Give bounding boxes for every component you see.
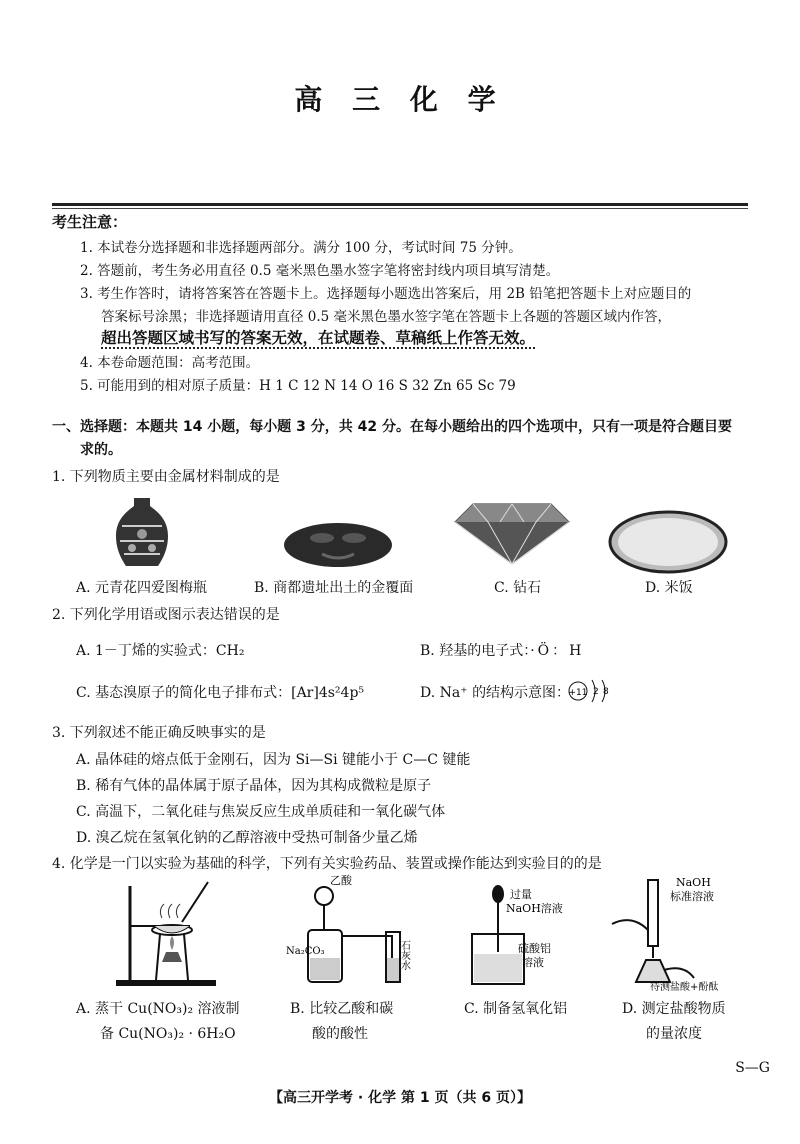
shell-electrons-1: 2	[593, 687, 599, 697]
paper-code: S—G	[735, 1060, 770, 1076]
nucleus-charge: +11	[568, 688, 588, 698]
q3-option-a: A. 晶体硅的熔点低于金刚石，因为 Si—Si 键能小于 C—C 键能	[76, 752, 471, 768]
aluminum-hydroxide-apparatus	[462, 878, 572, 988]
section-heading: 一、选择题：本题共 14 小题，每小题 3 分，共 42 分。在每小题给出的四个选项中，只有一项是符合题目要	[52, 419, 732, 435]
question-stem: 3. 下列叙述不能正确反映事实的是	[52, 725, 266, 741]
q3-option-d: D. 溴乙烷在氢氧化钠的乙醇溶液中受热可制备少量乙烯	[76, 830, 418, 846]
q1-option-d: D. 米饭	[645, 580, 693, 596]
atom-structure-diagram	[568, 678, 618, 704]
label-al-sulfate: 硫酸铝	[518, 942, 551, 955]
shell-electrons-2: 8	[603, 687, 609, 697]
q4-option-d-cont: 的量浓度	[646, 1026, 702, 1042]
page-title: 高 三 化 学	[294, 83, 506, 116]
q4-option-b-cont: 酸的酸性	[312, 1026, 368, 1042]
rice-image	[608, 510, 728, 574]
diamond-image	[453, 500, 571, 566]
label-excess: 过量	[510, 888, 532, 901]
page-footer: 【高三开学考 · 化学 第 1 页（共 6 页）】	[269, 1090, 531, 1106]
q4-option-a: A. 蒸干 Cu(NO₃)₂ 溶液制	[76, 1001, 240, 1017]
notice-item: 4. 本卷命题范围：高考范围。	[80, 355, 260, 371]
electron-formula: ·Ö：H	[530, 643, 585, 659]
notice-heading: 考生注意：	[52, 213, 128, 231]
q4-option-d: D. 测定盐酸物质	[622, 1001, 726, 1017]
q4-option-c: C. 制备氢氧化铝	[464, 1001, 568, 1017]
label-acetic: 乙酸	[330, 874, 352, 887]
q1-option-b: B. 商都遗址出土的金覆面	[254, 580, 414, 596]
question-stem: 4. 化学是一门以实验为基础的科学，下列有关实验药品、装置或操作能达到实验目的的是	[52, 856, 602, 872]
q4-option-b: B. 比较乙酸和碳	[290, 1001, 394, 1017]
notice-item: 1. 本试卷分选择题和非选择题两部分。满分 100 分，考试时间 75 分钟。	[80, 240, 522, 256]
q3-option-b: B. 稀有气体的晶体属于原子晶体，因为其构成微粒是原子	[76, 778, 432, 794]
label-al-sulfate-2: 溶液	[522, 956, 544, 969]
label-naoh-std-2: 标准溶液	[670, 890, 714, 903]
notice-emphasis: 超出答题区域书写的答案无效，在试题卷、草稿纸上作答无效。	[101, 329, 536, 347]
notice-item: 答案标号涂黑；非选择题请用直径 0.5 毫米黑色墨水签字笔在答题卡上各题的答题区域内作答，	[101, 309, 672, 325]
label-naoh-solution: NaOH溶液	[506, 902, 563, 915]
titration-apparatus	[606, 874, 756, 992]
q2-option-b	[420, 640, 584, 660]
q2-option-c: C. 基态溴原子的简化电子排布式：[Ar]4s²4p⁵	[76, 685, 365, 701]
section-heading-cont: 求的。	[80, 442, 122, 458]
label-limewater: 石灰水	[398, 940, 410, 970]
q4-option-a-cont: 备 Cu(NO₃)₂ · 6H₂O	[100, 1026, 236, 1042]
notice-emphasis-wrap	[101, 326, 535, 348]
q2-option-b-label: B. 羟基的电子式：	[420, 643, 531, 659]
q3-option-c: C. 高温下，二氧化硅与焦炭反应生成单质硅和一氧化碳气体	[76, 804, 446, 820]
notice-item: 3. 考生作答时，请将答案答在答题卡上。选择题每小题选出答案后，用 2B 铅笔把答题卡上对应题目的	[80, 286, 692, 302]
label-naoh-std: NaOH	[676, 876, 711, 889]
q1-option-a: A. 元青花四爱图梅瓶	[76, 580, 208, 596]
evaporation-apparatus	[112, 878, 222, 988]
acid-comparison-apparatus	[286, 870, 416, 988]
vase-image	[112, 496, 172, 570]
label-hcl-indicator: 待测盐酸+酚酞	[650, 982, 719, 993]
q2-option-a: A. 1－丁烯的实验式：CH₂	[76, 643, 245, 659]
q1-option-c: C. 钻石	[494, 580, 542, 596]
header-rule	[52, 203, 748, 206]
header-rule-thin	[52, 208, 748, 209]
q2-option-d: D. Na⁺ 的结构示意图：	[420, 685, 571, 701]
question-stem: 2. 下列化学用语或图示表达错误的是	[52, 607, 280, 623]
gold-mask-image	[282, 518, 394, 568]
notice-item: 5. 可能用到的相对原子质量：H 1 C 12 N 14 O 16 S 32 Zn 65 Sc 79	[80, 378, 516, 394]
label-na2co3: Na₂CO₃	[286, 946, 325, 957]
question-stem: 1. 下列物质主要由金属材料制成的是	[52, 469, 280, 485]
notice-item: 2. 答题前，考生务必用直径 0.5 毫米黑色墨水签字笔将密封线内项目填写清楚。	[80, 263, 560, 279]
